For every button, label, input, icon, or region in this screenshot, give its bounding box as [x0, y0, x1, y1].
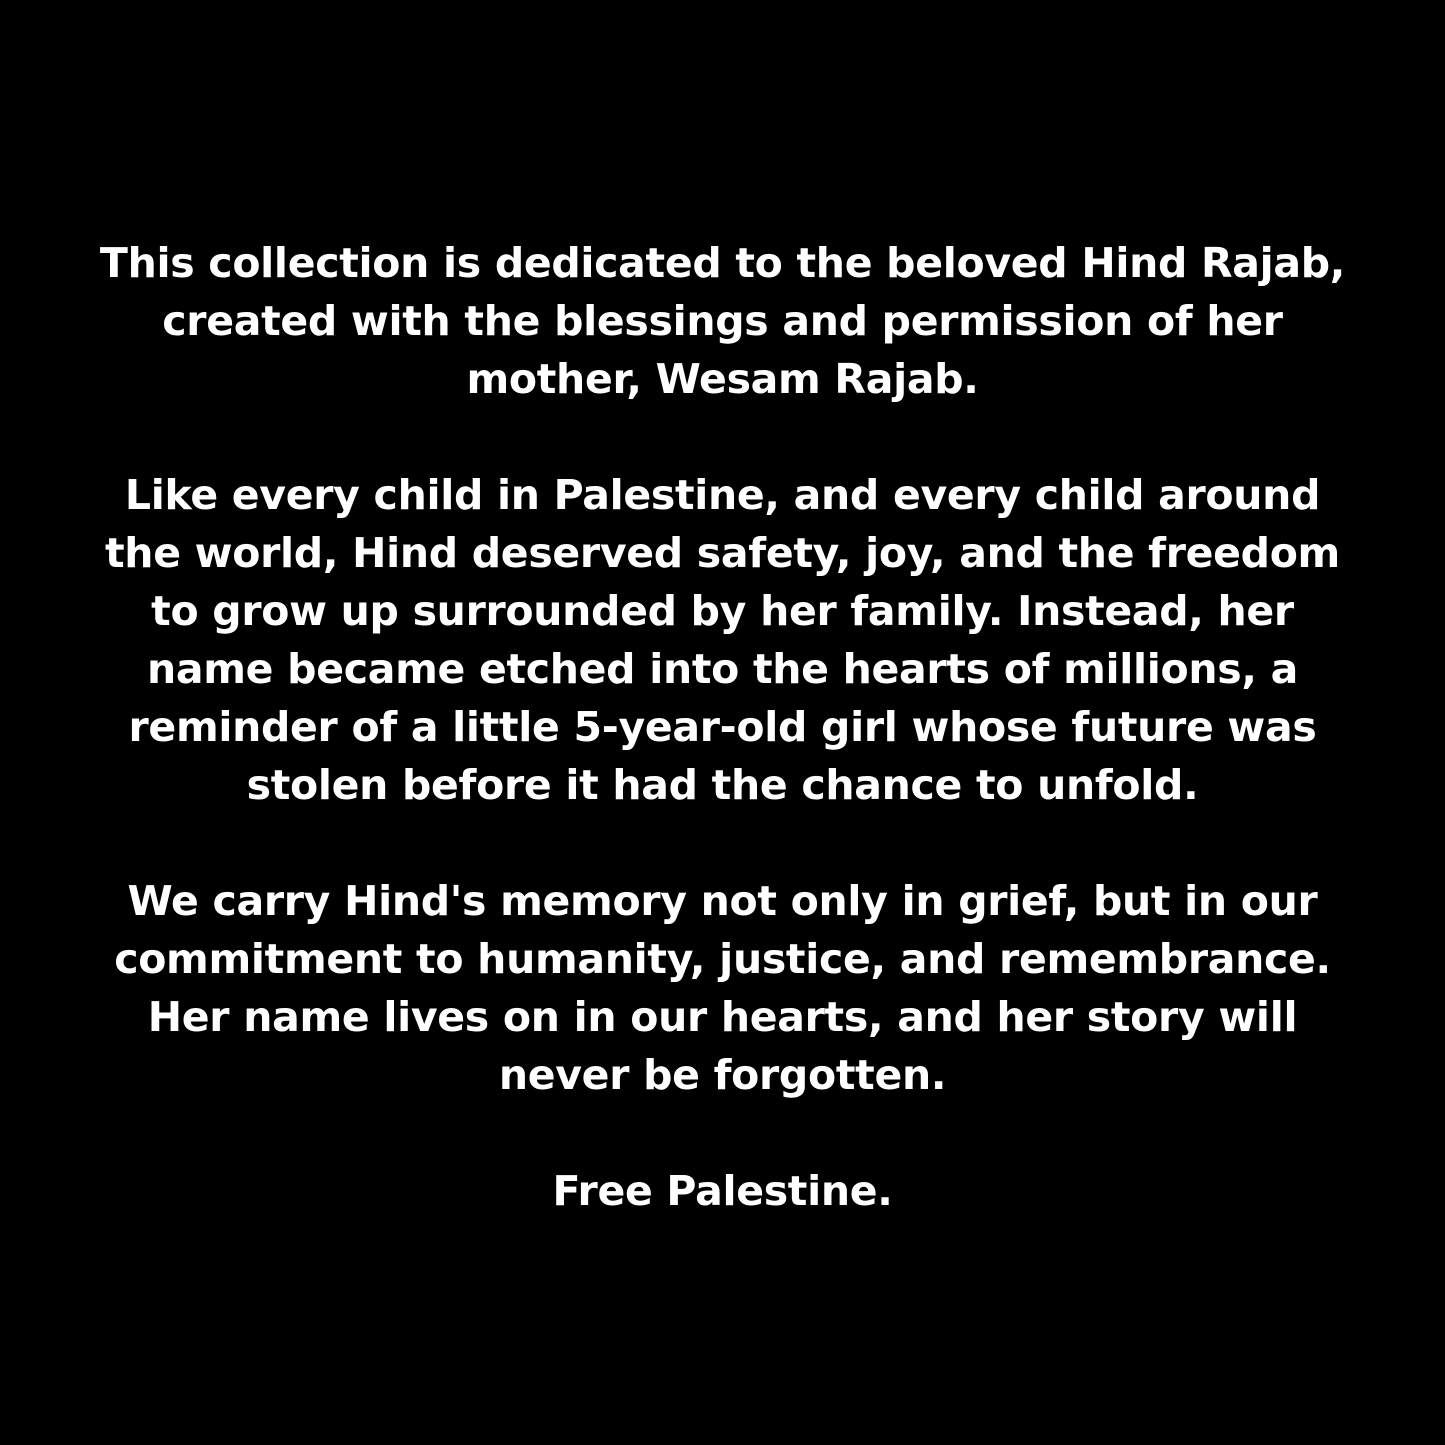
text-line: mother, Wesam Rajab. [466, 355, 979, 403]
text-line: never be forgotten. [498, 1051, 947, 1099]
text-line: This collection is dedicated to the beloved Hind Rajab, [99, 239, 1346, 287]
text-line: We carry Hind's memory not only in grief, but in our [127, 877, 1318, 925]
text-line: stolen before it had the chance to unfold. [246, 761, 1199, 809]
text-line: Free Palestine. [552, 1167, 893, 1215]
text-line: Like every child in Palestine, and every child around [124, 471, 1321, 519]
paragraph-tribute [0, 466, 1445, 814]
text-line: commitment to humanity, justice, and remembrance. [114, 935, 1331, 983]
text-line: created with the blessings and permission of her [162, 297, 1283, 345]
text-line: the world, Hind deserved safety, joy, and the freedom [105, 529, 1340, 577]
text-line: to grow up surrounded by her family. Instead, her [151, 587, 1294, 635]
dedication-text [0, 234, 1445, 1220]
text-line: name became etched into the hearts of millions, a [146, 645, 1299, 693]
paragraph-dedication [0, 234, 1445, 408]
text-line: reminder of a little 5-year-old girl whose future was [128, 703, 1317, 751]
paragraph-memory [0, 872, 1445, 1104]
text-line: Her name lives on in our hearts, and her story will [147, 993, 1298, 1041]
paragraph-closing [0, 1162, 1445, 1220]
